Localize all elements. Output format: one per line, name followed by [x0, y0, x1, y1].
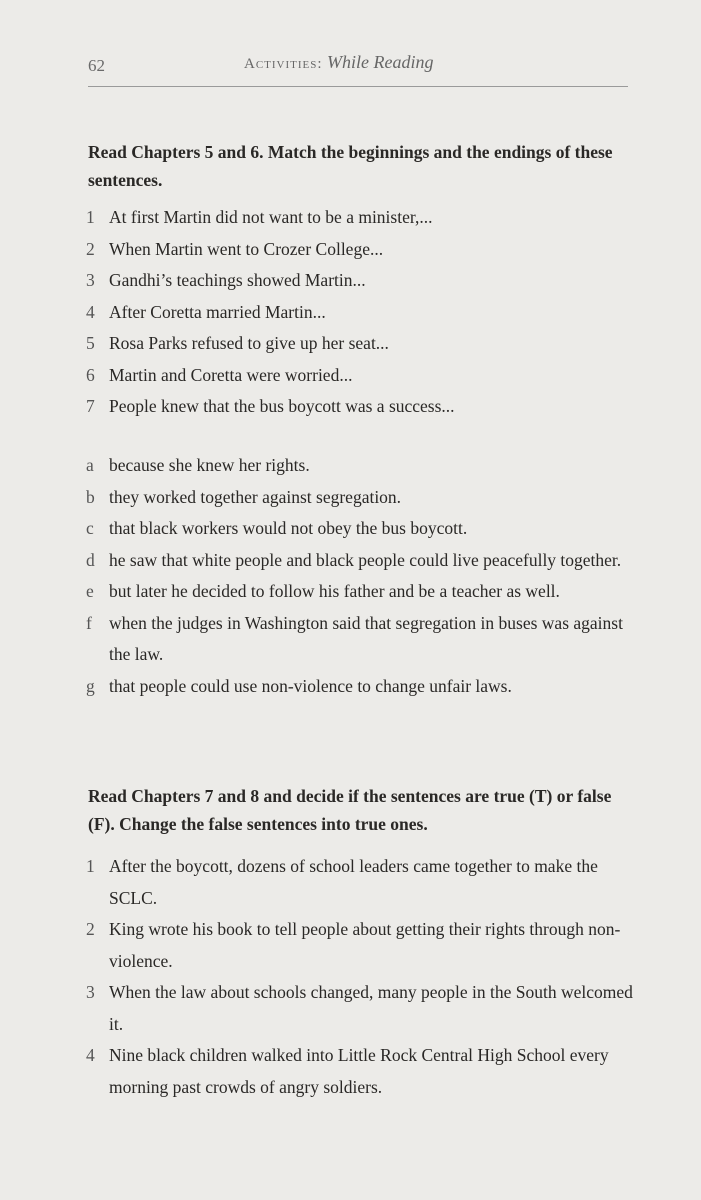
- page-number: 62: [88, 56, 105, 75]
- item-number: 4: [86, 301, 95, 322]
- item-text: he saw that white people and black people could live peacefully together.: [109, 549, 622, 570]
- item-letter: d: [86, 549, 95, 570]
- list-item: [86, 576, 646, 608]
- item-text: that people could use non-violence to change unfair laws.: [109, 675, 512, 696]
- list-item: [86, 513, 646, 545]
- item-text: but later he decided to follow his father and be a teacher as well.: [109, 581, 560, 601]
- running-head-title: While Reading: [327, 52, 434, 72]
- item-number: 5: [86, 333, 95, 353]
- item-number: 7: [86, 396, 95, 416]
- list-item: [86, 391, 646, 423]
- item-text: they worked together against segregation.: [109, 486, 402, 507]
- item-text: Rosa Parks refused to give up her seat...: [109, 333, 389, 353]
- item-number: 4: [86, 1045, 95, 1065]
- item-text: After the boycott, dozens of school leaders came together to make the SCLC.: [109, 856, 598, 908]
- running-head: [244, 52, 434, 73]
- item-text: At first Martin did not want to be a minister,...: [109, 207, 433, 227]
- list-item: [86, 914, 646, 977]
- item-number: 3: [86, 270, 95, 290]
- list-item: [86, 360, 646, 392]
- list-item: [86, 545, 646, 577]
- item-text: When Martin went to Crozer College...: [109, 238, 384, 259]
- item-letter: c: [86, 518, 94, 538]
- item-text: when the judges in Washington said that segregation in buses was against the law.: [109, 612, 623, 664]
- item-number: 1: [86, 207, 95, 227]
- exercise1-endings-list: [86, 450, 646, 702]
- exercise1-beginnings-list: [86, 202, 646, 423]
- item-text: After Coretta married Martin...: [109, 301, 326, 322]
- list-item: [86, 851, 646, 914]
- item-text: Martin and Coretta were worried...: [109, 364, 353, 385]
- list-item: [86, 1040, 646, 1103]
- list-item: [86, 608, 646, 671]
- item-text: When the law about schools changed, many people in the South welcomed it.: [109, 982, 633, 1034]
- item-number: 6: [86, 364, 95, 385]
- header-rule: [88, 86, 628, 87]
- item-letter: a: [86, 455, 94, 475]
- item-text: Nine black children walked into Little Rock Central High School every morning past crowds of angry soldiers.: [109, 1045, 609, 1097]
- item-number: 3: [86, 982, 95, 1002]
- item-text: King wrote his book to tell people about getting their rights through non-violence.: [109, 919, 621, 971]
- exercise2-instruction: Read Chapters 7 and 8 and decide if the sentences are true (T) or false (F). Change the false sentences into true ones.: [88, 786, 612, 834]
- list-item: [86, 234, 646, 266]
- list-item: [86, 671, 646, 703]
- running-head-section: Activities:: [244, 56, 323, 72]
- item-letter: e: [86, 581, 94, 601]
- item-text: People knew that the bus boycott was a success...: [109, 396, 455, 416]
- list-item: [86, 482, 646, 514]
- item-number: 2: [86, 919, 95, 939]
- list-item: [86, 450, 646, 482]
- item-letter: f: [86, 612, 92, 633]
- item-text: because she knew her rights.: [109, 455, 310, 475]
- exercise1-instruction: Read Chapters 5 and 6. Match the beginnings and the endings of these sentences.: [88, 142, 613, 190]
- list-item: [86, 977, 646, 1040]
- list-item: [86, 265, 646, 297]
- list-item: [86, 297, 646, 329]
- item-letter: b: [86, 486, 95, 507]
- list-item: [86, 202, 646, 234]
- item-letter: g: [86, 675, 95, 696]
- item-number: 1: [86, 856, 95, 876]
- exercise2-statements-list: [86, 851, 646, 1103]
- list-item: [86, 328, 646, 360]
- item-text: Gandhi’s teachings showed Martin...: [109, 270, 366, 290]
- item-number: 2: [86, 238, 95, 259]
- item-text: that black workers would not obey the bus boycott.: [109, 518, 468, 538]
